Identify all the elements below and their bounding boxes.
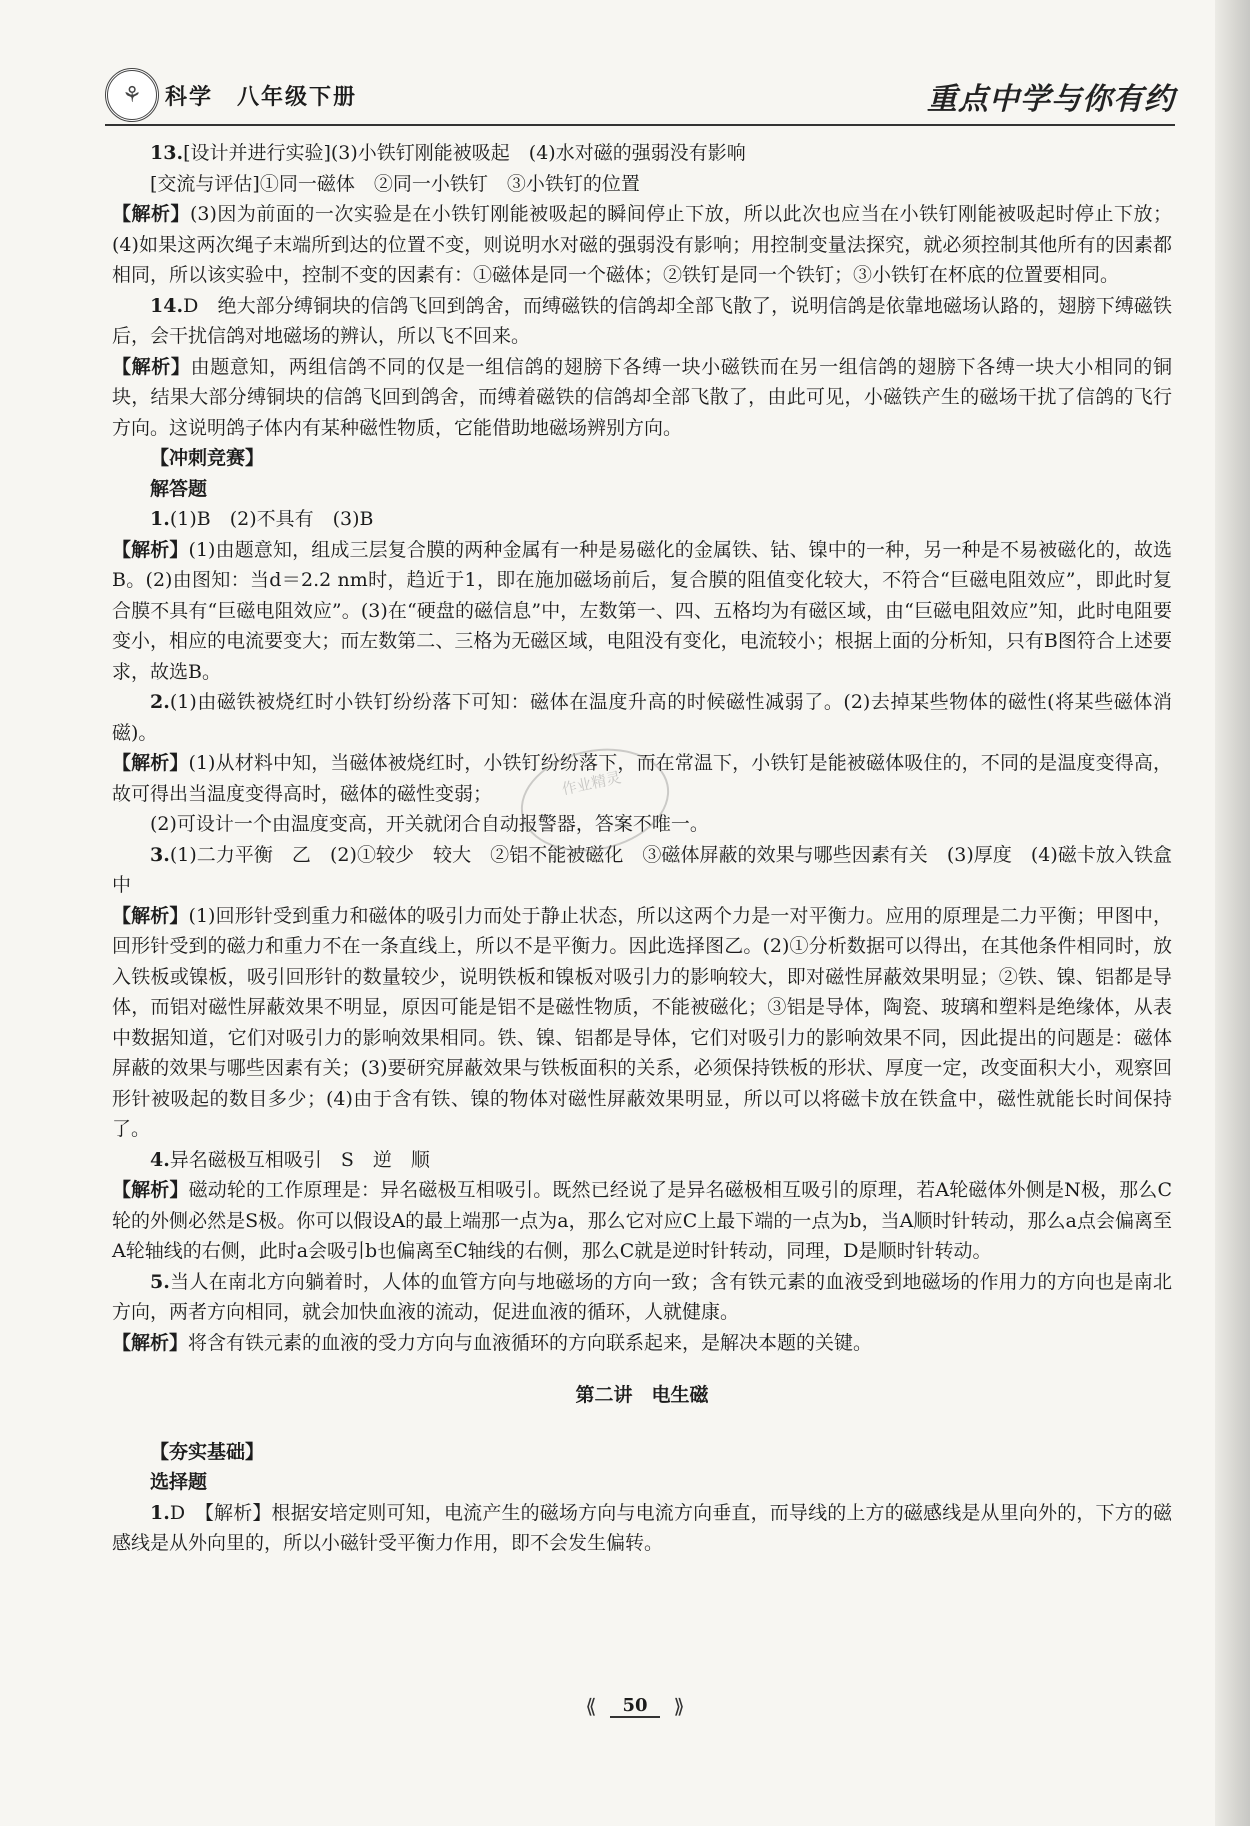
page-header xyxy=(105,62,1175,126)
line-text: (1)从材料中知，当磁体被烧红时，小铁钉纷纷落下，而在常温下，小铁钉是能被磁体吸住的，不同的是温度变得高，故可得出当温度变得高时，磁体的磁性变弱； xyxy=(112,752,1172,805)
analysis-paragraph xyxy=(112,1328,1172,1359)
question-number: 2. xyxy=(150,691,170,713)
answer-item xyxy=(112,840,1172,901)
line-text: (1)二力平衡 乙 (2)①较少 较大 ②铝不能被磁化 ③磁体屏蔽的效果与哪些因素有关 (3)厚度 (4)磁卡放入铁盒中 xyxy=(112,843,1172,896)
line-text: [交流与评估]①同一磁体 ②同一小铁钉 ③小铁钉的位置 xyxy=(150,172,640,195)
watermark-stamp: 作业精灵 xyxy=(511,735,679,864)
line-text: (1)由磁铁被烧红时小铁钉纷纷落下可知：磁体在温度升高的时候磁性减弱了。(2)去掉某些物体的磁性(将某些磁体消磁)。 xyxy=(112,691,1172,744)
analysis-tag: 【解析】 xyxy=(112,904,189,927)
text-line xyxy=(112,474,1172,505)
answer-item xyxy=(112,138,1172,169)
line-text: (1)由题意知，组成三层复合膜的两种金属有一种是易磁化的金属铁、钴、镍中的一种，另一种是不易被磁化的，故选B。(2)由图知：当d＝2.2 nm时，趋近于1，即在施加磁场前后，复合膜的阻值变化较大，不符合“巨磁电阻效应”，即此时复合膜不具有“巨磁电阻效应”。(3)在“硬盘的磁信息”中，左数第一、四、五格均为有磁区域，由“巨磁电阻效应”知，此时电阻要变小，相应的电流要变大；而左数第二、三格为无磁区域，电阻没有变化，电流较小；根据上面的分析知，只有B图符合上述要求，故选B。 xyxy=(112,538,1172,683)
line-text: 选择题 xyxy=(150,1471,208,1493)
school-logo-icon: ⚘ xyxy=(105,68,159,122)
page-number xyxy=(560,1690,710,1722)
analysis-tag: 【解析】 xyxy=(112,355,191,378)
analysis-paragraph xyxy=(112,199,1172,291)
line-text: D 绝大部分缚铜块的信鸽飞回到鸽舍，而缚磁铁的信鸽却全部飞散了，说明信鸽是依靠地磁场认路的，翅膀下缚磁铁后，会干扰信鸽对地磁场的辨认，所以飞不回来。 xyxy=(112,294,1172,347)
analysis-tag: 【解析】 xyxy=(112,1331,189,1354)
analysis-paragraph xyxy=(112,352,1172,444)
text-line xyxy=(112,443,1172,474)
analysis-paragraph xyxy=(112,535,1172,688)
brand-title: 重点中学与你有约 xyxy=(927,82,1175,117)
text-line xyxy=(112,1467,1172,1498)
line-text: 由题意知，两组信鸽不同的仅是一组信鸽的翅膀下各缚一块小磁铁而在另一组信鸽的翅膀下各缚一块大小相同的铜块，结果大部分缚铜块的信鸽飞回到鸽舍，而缚着磁铁的信鸽却全部飞散了，由此可见，小磁铁产生的磁场干扰了信鸽的飞行方向。这说明鸽子体内有某种磁性物质，它能借助地磁场辨别方向。 xyxy=(112,355,1172,439)
line-text: 第二讲 电生磁 xyxy=(575,1384,709,1406)
question-number: 1. xyxy=(150,508,170,530)
answer-item xyxy=(112,1267,1172,1328)
question-number: 5. xyxy=(150,1270,170,1293)
line-text: 【冲刺竞赛】 xyxy=(150,447,265,469)
right-ornament-icon: ⟫ xyxy=(673,1694,685,1718)
answer-item xyxy=(112,1498,1172,1559)
analysis-tag: 【解析】 xyxy=(112,203,190,225)
answer-item xyxy=(112,291,1172,352)
left-ornament-icon: ⟪ xyxy=(585,1694,597,1718)
page-number-value: 50 xyxy=(610,1695,659,1718)
answer-item xyxy=(112,504,1172,535)
line-text: 将含有铁元素的血液的受力方向与血液循环的方向联系起来，是解决本题的关键。 xyxy=(188,1331,873,1354)
line-text: 当人在南北方向躺着时，人体的血管方向与地磁场的方向一致；含有铁元素的血液受到地磁场的作用力的方向也是南北方向，两者方向相同，就会加快血液的流动，促进血液的循环，人就健康。 xyxy=(112,1270,1172,1323)
line-text: 异名磁极互相吸引 S 逆 顺 xyxy=(169,1148,430,1171)
analysis-tag: 【解析】 xyxy=(112,752,189,774)
answer-item xyxy=(112,1145,1172,1176)
line-text: D 【解析】根据安培定则可知，电流产生的磁场方向与电流方向垂直，而导线的上方的磁感线是从里向外的，下方的磁感线是从外向里的，所以小磁针受平衡力作用，即不会发生偏转。 xyxy=(112,1501,1172,1554)
line-text: (3)因为前面的一次实验是在小铁钉刚能被吸起的瞬间停止下放，所以此次也应当在小铁钉刚能被吸起时停止下放；(4)如果这两次绳子末端所到达的位置不变，则说明水对磁的强弱没有影响；用控制变量法探究，就必须控制其他所有的因素都相同，所以该实验中，控制不变的因素有：①磁体是同一个磁体；②铁钉是同一个铁钉；③小铁钉在杯底的位置要相同。 xyxy=(112,203,1172,286)
line-text: [设计并进行实验](3)小铁钉刚能被吸起 (4)水对磁的强弱没有影响 xyxy=(183,142,746,164)
question-number: 13. xyxy=(150,142,184,164)
analysis-paragraph xyxy=(112,901,1172,1145)
analysis-tag: 【解析】 xyxy=(112,538,189,561)
analysis-tag: 【解析】 xyxy=(112,1179,189,1201)
question-number: 4. xyxy=(150,1148,170,1171)
analysis-paragraph xyxy=(112,1175,1172,1267)
question-number: 1. xyxy=(150,1501,170,1524)
answer-item xyxy=(112,687,1172,748)
torn-page-edge xyxy=(1215,0,1250,1826)
text-line xyxy=(112,1380,1172,1411)
subject-title: 科学 八年级下册 xyxy=(165,85,358,110)
line-text: 磁动轮的工作原理是：异名磁极互相吸引。既然已经说了是异名磁极相互吸引的原理，若A轮磁体外侧是N极，那么C轮的外侧必然是S极。你可以假设A的最上端那一点为a，那么它对应C上最下端的一点为b，当A顺时针转动，那么a点会偏离至A轮轴线的右侧，此时a会吸引b也偏离至C轴线的右侧，那么C就是逆时针转动，同理，D是顺时针转动。 xyxy=(112,1179,1172,1262)
text-line xyxy=(112,1437,1172,1468)
answer-content xyxy=(112,138,1172,1559)
line-text: (1)回形针受到重力和磁体的吸引力而处于静止状态，所以这两个力是一对平衡力。应用的原理是二力平衡；甲图中，回形针受到的磁力和重力不在一条直线上，所以不是平衡力。因此选择图乙。(2)①分析数据可以得出，在其他条件相同时，放入铁板或镍板，吸引回形针的数量较少，说明铁板和镍板对吸引力的影响较大，即对磁性屏蔽效果明显；②铁、镍、铝都是导体，而铝对磁性屏蔽效果不明显，原因可能是铝不是磁性物质，不能被磁化；③铝是导体，陶瓷、玻璃和塑料是绝缘体，从表中数据知道，它们对吸引力的影响效果相同。铁、镍、铝都是导体，它们对吸引力的影响效果不同，因此提出的问题是：磁体屏蔽的效果与哪些因素有关；(3)要研究屏蔽效果与铁板面积的关系，必须保持铁板的形状、厚度一定，改变面积大小，观察回形针被吸起的数目多少；(4)由于含有铁、镍的物体对磁性屏蔽效果明显，所以可以将磁卡放在铁盒中，磁性就能长时间保持了。 xyxy=(112,904,1172,1140)
line-text: 解答题 xyxy=(150,477,208,500)
question-number: 3. xyxy=(150,843,170,866)
question-number: 14. xyxy=(150,294,184,317)
line-text: (1)B (2)不具有 (3)B xyxy=(169,508,374,530)
line-text: (2)可设计一个由温度变高，开关就闭合自动报警器，答案不唯一。 xyxy=(150,813,709,835)
text-line xyxy=(112,169,1172,200)
line-text: 【夯实基础】 xyxy=(150,1440,265,1463)
